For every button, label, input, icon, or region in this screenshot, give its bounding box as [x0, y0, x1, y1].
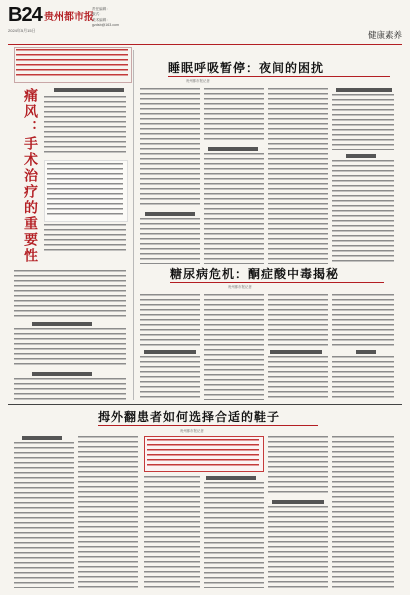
- sleep-col2: [204, 88, 264, 143]
- sleep-col4: [332, 94, 394, 150]
- shoes-col3: [144, 476, 200, 588]
- subheading: [206, 476, 256, 480]
- title-underline: [168, 76, 390, 77]
- sleep-apnea-byline: 贵州都市报记者: [186, 79, 210, 83]
- intro-note-border: [14, 47, 132, 83]
- shoes-byline: 贵州都市报记者: [180, 429, 204, 433]
- diabetes-title: 糖尿病危机：酮症酸中毒揭秘: [170, 267, 340, 281]
- sleep-col2b: [204, 153, 264, 264]
- subheading: [145, 212, 195, 216]
- subheading: [336, 88, 392, 92]
- credit-line: 责任编辑：: [92, 7, 110, 11]
- header-rule: [8, 44, 402, 45]
- column-divider: [133, 50, 134, 400]
- gout-body-full: [14, 270, 126, 318]
- subheading: [32, 372, 92, 376]
- subheading: [356, 350, 376, 354]
- diabetes-col2: [204, 294, 264, 400]
- gout-body-col2: [44, 224, 126, 254]
- shoes-col2: [78, 436, 138, 588]
- shoes-callout-text: [147, 439, 259, 467]
- diabetes-col3b: [268, 356, 328, 400]
- page-number: B24: [8, 4, 42, 26]
- diabetes-col1: [140, 294, 200, 346]
- subheading: [144, 350, 196, 354]
- credit-line: 版式：: [92, 12, 103, 17]
- subheading: [272, 500, 324, 504]
- diabetes-col1b: [140, 356, 200, 400]
- shoes-col4: [204, 482, 264, 588]
- sleep-apnea-title: 睡眠呼吸暂停：夜间的困扰: [168, 61, 325, 75]
- subheading: [346, 154, 376, 158]
- shoes-title: 拇外翻患者如何选择合适的鞋子: [98, 410, 281, 424]
- issue-date: 2024年5月15日: [8, 28, 36, 33]
- sleep-col3: [268, 88, 328, 264]
- page-header: [8, 4, 402, 44]
- sleep-col4b: [332, 160, 394, 264]
- shoes-col5b: [268, 506, 328, 588]
- credit-line: gzdsb@163.com: [92, 23, 120, 28]
- diabetes-byline: 贵州都市报记者: [228, 285, 252, 289]
- title-underline: [170, 282, 384, 283]
- title-underline: [98, 425, 318, 426]
- subheading: [32, 322, 92, 326]
- gout-body-bottom: [14, 328, 126, 368]
- shoes-col1: [14, 442, 74, 588]
- subheading: [22, 436, 62, 440]
- diabetes-col4: [332, 294, 394, 346]
- shoes-col5: [268, 436, 328, 496]
- gout-sidebar-text: [47, 163, 123, 217]
- masthead-logo: 贵州都市报: [44, 12, 94, 23]
- sleep-col1b: [140, 218, 200, 264]
- diabetes-col4b: [332, 356, 394, 400]
- section-rule: [8, 404, 402, 405]
- gout-body-end: [14, 378, 126, 400]
- section-name: 健康素养: [367, 30, 402, 40]
- subheading: [208, 147, 258, 151]
- editor-credits: [92, 7, 119, 29]
- subheading: [270, 350, 322, 354]
- shoes-col6: [332, 436, 394, 588]
- subheading: [54, 88, 124, 92]
- gout-title: 痛风：手术治疗的重要性: [22, 88, 38, 264]
- gout-body-col1: [44, 96, 126, 156]
- credit-line: 美术编辑：: [92, 17, 110, 22]
- diabetes-col3: [268, 294, 328, 346]
- sleep-col1: [140, 88, 200, 208]
